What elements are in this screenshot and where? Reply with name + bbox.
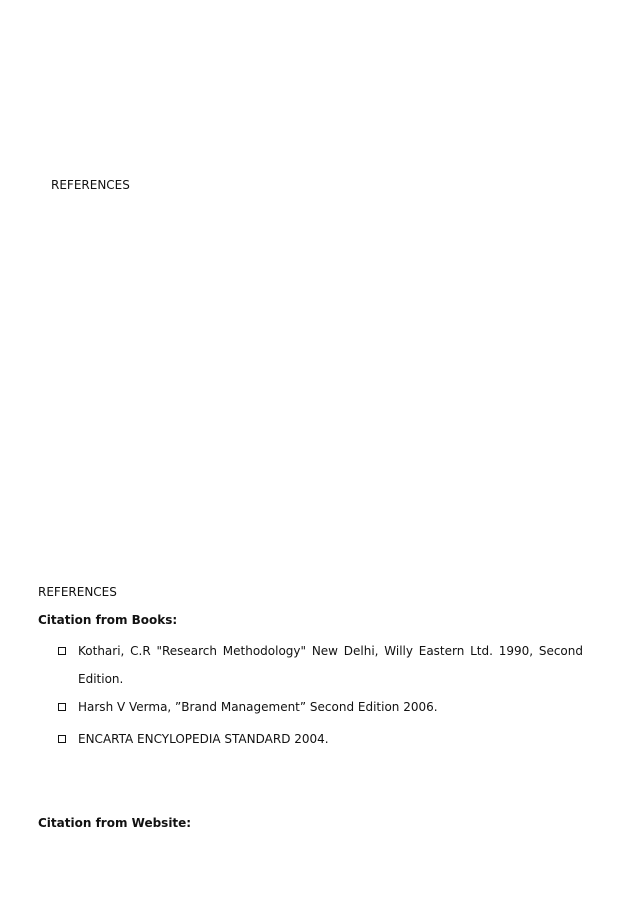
page-heading-references: REFERENCES <box>38 585 117 599</box>
square-bullet-icon <box>58 703 66 711</box>
book-reference-3: ENCARTA ENCYLOPEDIA STANDARD 2004. <box>78 732 329 746</box>
website-subheading: Citation from Website: <box>38 816 192 830</box>
page-heading-references-top: REFERENCES <box>51 178 130 192</box>
book-reference-1-line-2: Edition. <box>78 672 124 686</box>
square-bullet-icon <box>58 647 66 655</box>
book-reference-2: Harsh V Verma, ”Brand Management” Second Edition 2006. <box>78 700 438 714</box>
square-bullet-icon <box>58 735 66 743</box>
books-subheading: Citation from Books: <box>38 613 178 627</box>
book-reference-1-line-1: Kothari, C.R "Research Methodology" New Delhi, Willy Eastern Ltd. 1990, Second <box>78 644 583 658</box>
